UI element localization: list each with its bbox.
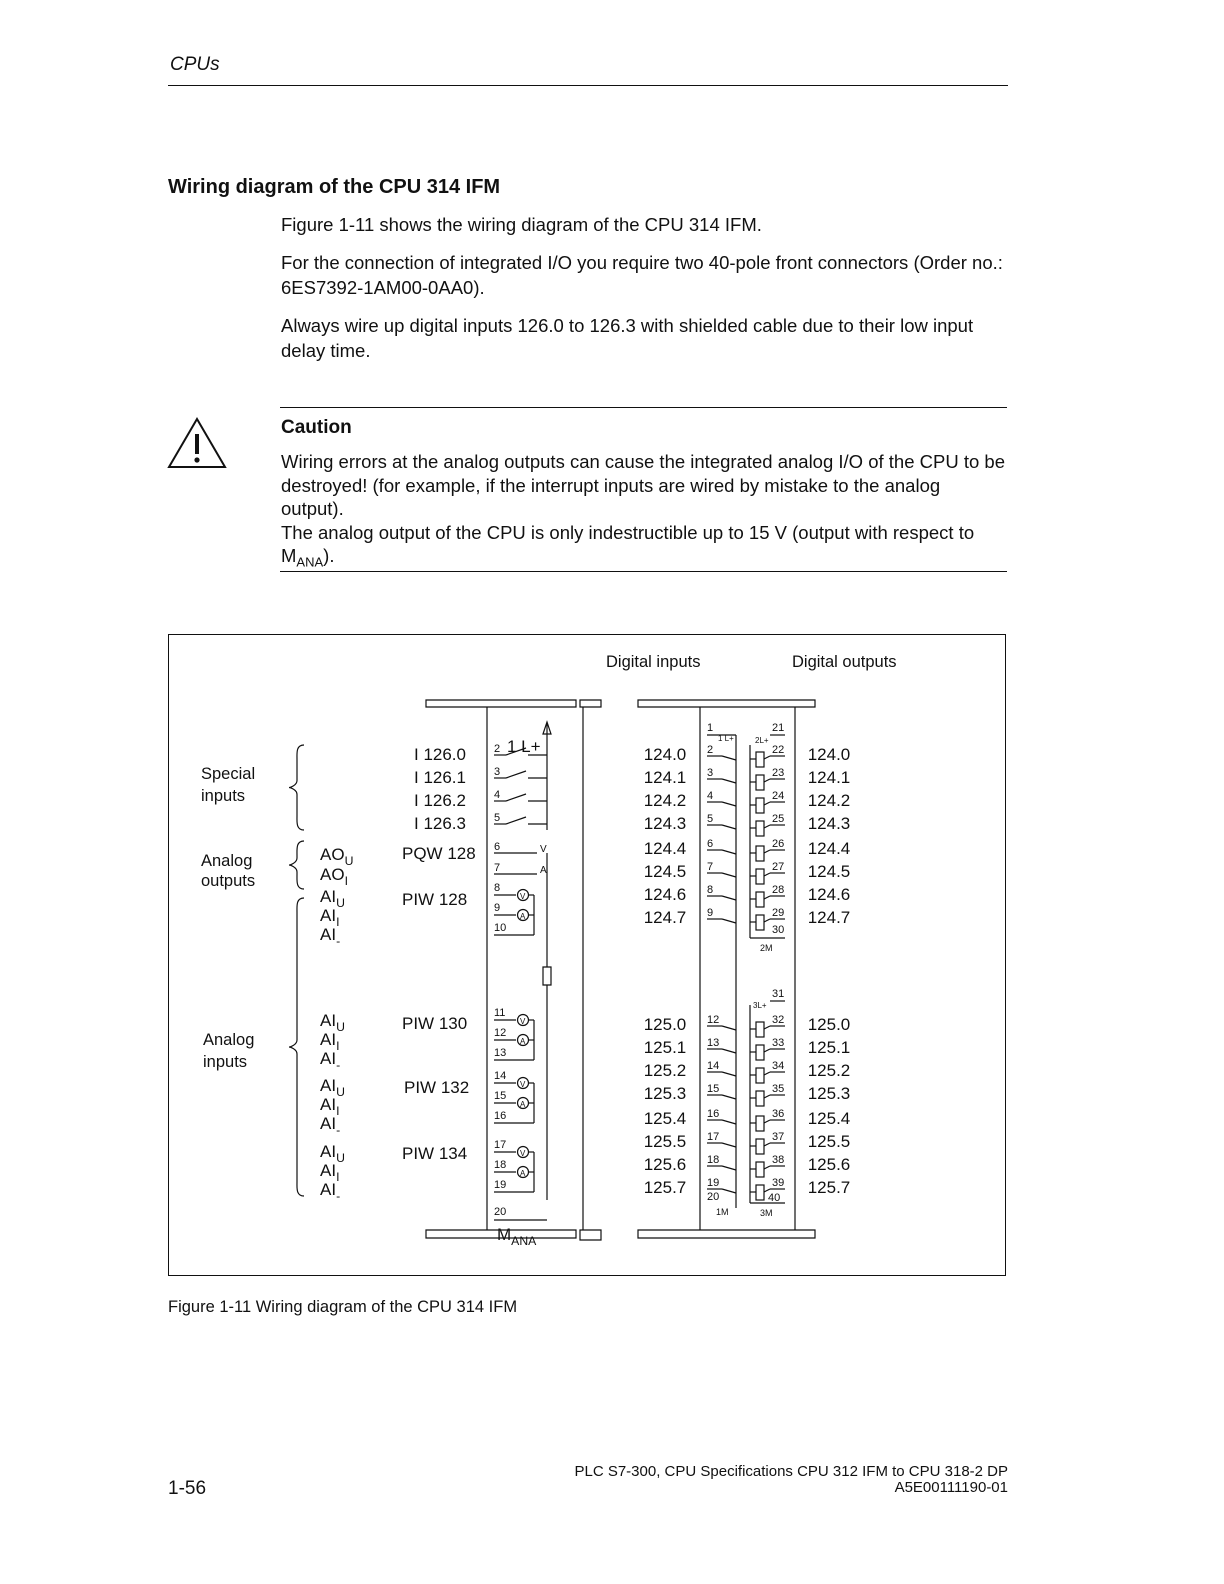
terminal-number: 39	[772, 1177, 785, 1189]
caution-bottom-rule	[280, 571, 1007, 572]
relay-coil	[756, 1116, 764, 1131]
terminal-number: 27	[772, 861, 785, 873]
terminal-number: 7	[494, 862, 501, 874]
wiring-diagram	[168, 634, 1006, 1276]
digital-inputs-heading: Digital inputs	[606, 653, 701, 671]
terminal-number: 9	[494, 902, 501, 914]
digital-output-address: 124.1	[807, 768, 851, 787]
digital-output-address: 124.5	[807, 862, 851, 881]
digital-input-address: 125.2	[643, 1061, 687, 1080]
terminal-number: 22	[772, 744, 785, 756]
label-2m: 2M	[760, 943, 773, 953]
relay-coil	[756, 1022, 764, 1037]
analog-outputs-brace	[289, 841, 304, 889]
relay-coil	[756, 1091, 764, 1106]
terminal-number: 14	[707, 1060, 720, 1072]
paragraph-1: Figure 1-11 shows the wiring diagram of the CPU 314 IFM.	[281, 214, 762, 235]
digital-input-contact	[722, 779, 736, 783]
digital-input-address: 125.1	[643, 1038, 687, 1057]
caution-text-2-sub: ANA	[296, 554, 324, 570]
digital-input-contact	[722, 802, 736, 806]
terminal-number: 12	[494, 1027, 507, 1039]
special-input-address: I 126.0	[414, 745, 466, 764]
digital-input-contact	[722, 825, 736, 829]
terminal-number: 5	[494, 812, 501, 824]
page-number: 1-56	[168, 1478, 207, 1499]
ao-i-label: $AO_I$	[320, 865, 348, 888]
digital-input-address: 125.6	[643, 1155, 687, 1174]
terminal-number: 3	[494, 766, 501, 778]
ammeter-symbol: A	[520, 1169, 526, 1178]
terminal-number: 13	[707, 1037, 720, 1049]
voltmeter-symbol: V	[520, 1080, 526, 1089]
digital-outputs-heading: Digital outputs	[792, 653, 897, 671]
paragraph-2: For the connection of integrated I/O you require two 40-pole front connectors (Order no.: 6ES7392-1AM00-0AA0).	[281, 252, 1003, 298]
terminal-number: 2	[494, 743, 501, 755]
digital-input-address: 125.0	[643, 1015, 687, 1034]
input-switch	[506, 794, 526, 801]
terminal-number: 10	[494, 922, 507, 934]
digital-input-contact	[722, 850, 736, 854]
analog-outputs-label-2: outputs	[201, 872, 256, 890]
ai-label: $AI_U$	[320, 1011, 345, 1034]
ai-label: $AI_-$	[320, 925, 341, 948]
special-input-address: I 126.1	[414, 768, 466, 787]
terminal-number: 32	[772, 1014, 785, 1026]
digital-output-address: 124.3	[807, 814, 851, 833]
digital-output-address: 124.6	[807, 885, 851, 904]
digital-input-address: 124.7	[643, 908, 687, 927]
relay-coil	[756, 798, 764, 813]
footer-doc-title: PLC S7-300, CPU Specifications CPU 312 IFM to CPU 318-2 DP	[574, 1463, 1008, 1480]
terminal-number: 38	[772, 1154, 785, 1166]
terminal-number: 4	[707, 790, 714, 802]
digital-input-contact	[722, 1120, 736, 1124]
digital-input-contact	[722, 1095, 736, 1099]
analog-inputs-label-1: Analog	[203, 1031, 255, 1049]
ammeter-symbol: A	[520, 1100, 526, 1109]
piw-label: PIW 132	[404, 1078, 470, 1097]
digital-input-address: 125.4	[643, 1109, 687, 1128]
module2-bottom-rail	[638, 1230, 815, 1238]
analog-outputs-label-1: Analog	[201, 852, 253, 870]
terminal-number: 2	[707, 744, 714, 756]
running-header: CPUs	[170, 54, 220, 75]
digital-input-address: 124.1	[643, 768, 687, 787]
digital-output-address: 125.7	[807, 1178, 851, 1197]
terminal-number: 25	[772, 813, 785, 825]
relay-coil	[756, 915, 764, 930]
ai-label: $AI_I$	[320, 1030, 340, 1053]
caution-text-2-prefix: The analog output of the CPU is only indestructible up to 15 V (output with respect to M	[281, 521, 975, 566]
terminal-number: 16	[494, 1110, 507, 1122]
digital-input-address: 124.4	[643, 839, 687, 858]
digital-input-address: 125.3	[643, 1084, 687, 1103]
digital-input-contact	[722, 873, 736, 877]
terminal-number: 23	[772, 767, 785, 779]
relay-coil	[756, 892, 764, 907]
digital-input-contact	[722, 1189, 736, 1193]
terminal-number: 1	[707, 722, 714, 734]
special-input-address: I 126.3	[414, 814, 466, 833]
ao-u-label: $AO_U$	[320, 845, 354, 868]
piw-label: PIW 130	[402, 1014, 468, 1033]
terminal-number: 40	[768, 1192, 781, 1204]
terminal-number: 31	[772, 988, 785, 1000]
label-1m: 1M	[716, 1207, 729, 1217]
terminal-number: 19	[494, 1179, 507, 1191]
digital-output-address: 125.2	[807, 1061, 851, 1080]
caution-text	[281, 450, 1006, 574]
terminal-number: 21	[772, 722, 785, 734]
digital-input-address: 125.7	[643, 1178, 687, 1197]
terminal-number: 33	[772, 1037, 785, 1049]
digital-output-address: 125.3	[807, 1084, 851, 1103]
ai-label: $AI_I$	[320, 1161, 340, 1184]
digital-output-address: 125.6	[807, 1155, 851, 1174]
relay-coil	[756, 846, 764, 861]
module2-top-rail	[638, 700, 815, 707]
label-3l: 3L+	[753, 1001, 767, 1010]
digital-input-address: 124.3	[643, 814, 687, 833]
terminal-number: 5	[707, 813, 714, 825]
special-input-address: I 126.2	[414, 791, 466, 810]
digital-input-address: 125.5	[643, 1132, 687, 1151]
input-switch	[506, 771, 526, 778]
relay-coil	[756, 1045, 764, 1060]
warning-icon	[166, 416, 228, 470]
ai-label: $AI_-$	[320, 1114, 341, 1137]
terminal-number: 28	[772, 884, 785, 896]
caution-top-rule	[280, 407, 1007, 408]
digital-input-contact	[722, 1072, 736, 1076]
relay-coil	[756, 1139, 764, 1154]
terminal-number: 37	[772, 1131, 785, 1143]
terminal-number: 20	[494, 1206, 507, 1218]
footer-doc-number: A5E00111190-01	[894, 1479, 1008, 1496]
voltmeter-symbol: V	[520, 1017, 526, 1026]
terminal-number: 15	[707, 1083, 720, 1095]
module1-bottom-cap	[580, 1230, 601, 1240]
digital-input-contact	[722, 756, 736, 760]
special-inputs-label-1: Special	[201, 765, 256, 783]
caution-text-2-suffix: ).	[323, 545, 335, 566]
ammeter-symbol: A	[520, 912, 526, 921]
terminal-number: 35	[772, 1083, 785, 1095]
digital-output-address: 124.2	[807, 791, 851, 810]
terminal-number: 14	[494, 1070, 507, 1082]
label-1l: 1 L+	[718, 734, 734, 743]
digital-output-address: 125.1	[807, 1038, 851, 1057]
digital-output-address: 125.4	[807, 1109, 851, 1128]
voltmeter-symbol: V	[520, 1149, 526, 1158]
terminal-number: 30	[772, 924, 785, 936]
digital-input-address: 124.5	[643, 862, 687, 881]
terminal-number: 16	[707, 1108, 720, 1120]
module1-top-cap	[580, 700, 601, 707]
ammeter-symbol: A	[520, 1037, 526, 1046]
terminal-number: 13	[494, 1047, 507, 1059]
digital-input-contact	[722, 896, 736, 900]
relay-coil	[756, 1068, 764, 1083]
terminal-number: 4	[494, 789, 501, 801]
supply-1l-label: 1 L+	[507, 737, 541, 756]
digital-output-address: 125.5	[807, 1132, 851, 1151]
digital-input-contact	[722, 1026, 736, 1030]
terminal-number: 15	[494, 1090, 507, 1102]
terminal-number: 18	[707, 1154, 720, 1166]
relay-coil	[756, 869, 764, 884]
ai-label: $AI_U$	[320, 887, 345, 910]
digital-input-contact	[722, 1049, 736, 1053]
terminal-number: 11	[494, 1007, 506, 1019]
ai-label: $AI_-$	[320, 1049, 341, 1072]
relay-coil	[756, 775, 764, 790]
digital-input-contact	[722, 1166, 736, 1170]
terminal-number: 9	[707, 907, 714, 919]
ao-v-label: V	[540, 844, 547, 855]
terminal-number: 36	[772, 1108, 785, 1120]
label-3m: 3M	[760, 1208, 773, 1218]
ai-label: $AI_-$	[320, 1180, 341, 1203]
relay-coil	[756, 752, 764, 767]
digital-input-address: 124.6	[643, 885, 687, 904]
terminal-number: 8	[494, 882, 501, 894]
special-inputs-label-2: inputs	[201, 787, 246, 805]
label-2l: 2L+	[755, 736, 769, 745]
terminal-number: 12	[707, 1014, 720, 1026]
section-title: Wiring diagram of the CPU 314 IFM	[168, 176, 501, 198]
terminal-number: 3	[707, 767, 714, 779]
header-rule	[168, 85, 1008, 86]
caution-title: Caution	[281, 417, 352, 438]
terminal-number: 19	[707, 1177, 720, 1189]
caution-text-1: Wiring errors at the analog outputs can cause the integrated analog I/O of the CPU to be destroyed! (for example, if the interrupt inputs are wired by mistake to the analog output).	[281, 451, 1005, 519]
paragraph-3: Always wire up digital inputs 126.0 to 126.3 with shielded cable due to their low input delay time.	[281, 315, 974, 361]
digital-output-address: 124.0	[807, 745, 851, 764]
input-switch	[506, 817, 526, 824]
piw-label: PIW 128	[402, 890, 468, 909]
terminal-number: 6	[494, 841, 501, 853]
ao-a-label: A	[540, 865, 547, 876]
terminal-number: 29	[772, 907, 785, 919]
digital-input-contact	[722, 919, 736, 923]
ai-label: $AI_I$	[320, 1095, 340, 1118]
terminal-number: 34	[772, 1060, 785, 1072]
analog-inputs-brace	[289, 898, 304, 1196]
pqw-label: PQW 128	[402, 844, 476, 863]
piw-label: PIW 134	[402, 1144, 468, 1163]
relay-coil	[756, 821, 764, 836]
module1-top-rail	[426, 700, 576, 707]
analog-inputs-label-2: inputs	[203, 1053, 248, 1071]
terminal-number: 26	[772, 838, 785, 850]
terminal-number: 8	[707, 884, 714, 896]
voltmeter-symbol: V	[520, 892, 526, 901]
figure-caption: Figure 1-11 Wiring diagram of the CPU 314 IFM	[168, 1298, 518, 1316]
digital-output-address: 125.0	[807, 1015, 851, 1034]
relay-coil	[756, 1162, 764, 1177]
special-inputs-brace	[289, 745, 304, 830]
terminal-number: 7	[707, 861, 714, 873]
digital-input-address: 124.2	[643, 791, 687, 810]
digital-output-address: 124.7	[807, 908, 851, 927]
terminal-number: 17	[707, 1131, 720, 1143]
terminal-number: 24	[772, 790, 785, 802]
mana-label: $M_{ANA}$	[497, 1225, 537, 1248]
terminal-number: 18	[494, 1159, 507, 1171]
digital-input-address: 124.0	[643, 745, 687, 764]
digital-input-contact	[722, 1143, 736, 1147]
terminal-number: 17	[494, 1139, 507, 1151]
terminal-number: 20	[707, 1191, 720, 1203]
digital-output-address: 124.4	[807, 839, 851, 858]
relay-coil	[756, 1185, 764, 1200]
terminal-number: 6	[707, 838, 714, 850]
footer-doc-info	[574, 1464, 1008, 1496]
ai-label: $AI_U$	[320, 1076, 345, 1099]
ai-label: $AI_U$	[320, 1142, 345, 1165]
ai-label: $AI_I$	[320, 906, 340, 929]
ao-load-resistor	[543, 967, 551, 985]
